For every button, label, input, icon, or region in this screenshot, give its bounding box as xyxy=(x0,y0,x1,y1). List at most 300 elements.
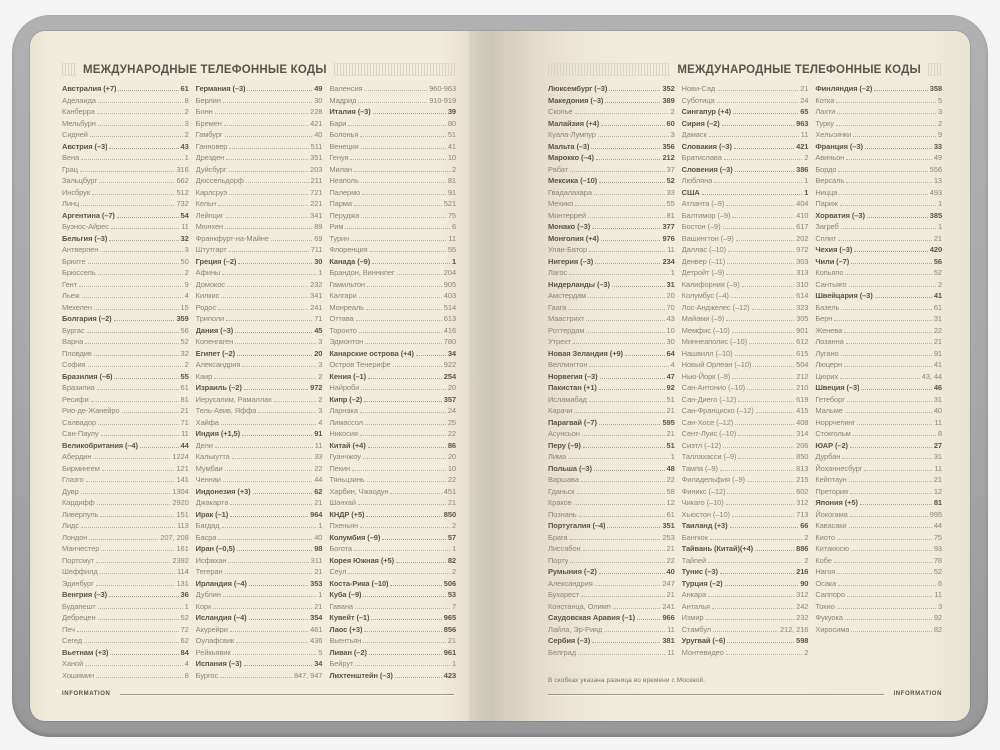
dot-leader xyxy=(117,217,179,218)
dot-leader xyxy=(849,527,932,528)
dot-leader xyxy=(109,148,178,149)
entry-label: Мельбурн xyxy=(62,118,96,128)
entry-label: Варна xyxy=(62,337,84,346)
entry-label: Ресифи xyxy=(62,394,89,404)
city-row xyxy=(682,199,809,211)
entry-label: Краков xyxy=(548,498,572,507)
dot-leader xyxy=(726,320,794,321)
entry-label: Печ xyxy=(62,624,75,634)
entry-label: Хельсинки xyxy=(815,130,852,139)
entry-code: 2 xyxy=(451,164,457,174)
codes-columns xyxy=(62,84,456,682)
city-row xyxy=(682,510,809,522)
entry-code: 615 xyxy=(796,348,809,358)
dot-leader xyxy=(77,631,179,632)
dot-leader xyxy=(864,470,932,471)
city-row xyxy=(548,429,675,441)
entry-label: Париж xyxy=(815,199,838,208)
dot-leader xyxy=(229,194,308,195)
entry-code: 9 xyxy=(184,279,189,289)
entry-label: Лаос (+3) xyxy=(329,624,363,634)
entry-code: 75 xyxy=(447,210,457,220)
city-row xyxy=(62,429,189,441)
entry-code: 151 xyxy=(176,509,189,519)
dot-leader xyxy=(840,378,920,379)
page-right xyxy=(508,31,970,721)
entry-code: 377 xyxy=(662,222,675,231)
city-row xyxy=(196,222,323,234)
city-row xyxy=(329,153,456,165)
dot-leader xyxy=(94,355,179,356)
city-row xyxy=(329,176,456,188)
entry-label: Парагвай (–7) xyxy=(548,417,597,427)
entry-label: Дуйсбург xyxy=(195,164,227,174)
entry-code: 52 xyxy=(933,567,943,576)
entry-code: 341 xyxy=(310,210,323,220)
city-row xyxy=(548,590,675,602)
entry-label: Румыния (–2) xyxy=(548,567,597,576)
entry-code: 21 xyxy=(666,590,675,599)
city-row xyxy=(682,303,809,315)
entry-label: Кувейт (–1) xyxy=(329,613,370,622)
dot-leader xyxy=(839,194,928,195)
city-row xyxy=(62,521,189,533)
entry-label: Берн xyxy=(815,314,833,323)
entry-label: Перуджа xyxy=(329,210,360,220)
dot-leader xyxy=(96,585,175,586)
city-row xyxy=(815,222,942,234)
entry-code: 33 xyxy=(933,141,943,151)
city-row xyxy=(329,245,456,257)
dot-leader xyxy=(570,562,664,563)
dot-leader xyxy=(235,332,312,333)
entry-code: 22 xyxy=(666,475,675,484)
city-row xyxy=(329,188,456,200)
entry-label: Сербия (–3) xyxy=(548,636,591,645)
entry-code: 48 xyxy=(666,463,675,473)
entry-label: Бремен xyxy=(195,118,222,128)
city-row xyxy=(196,441,323,453)
entry-label: Котка xyxy=(815,95,835,105)
entry-label: Китай (+4) xyxy=(329,440,366,450)
dot-leader xyxy=(725,585,799,586)
entry-code: 247 xyxy=(662,578,675,588)
entry-code: 389 xyxy=(662,95,675,105)
country-row xyxy=(62,314,189,326)
entry-label: Норвегия (–3) xyxy=(548,371,598,381)
entry-label: Парма xyxy=(329,199,352,208)
city-row xyxy=(815,533,942,545)
dot-leader xyxy=(583,447,665,448)
entry-label: Сан-Антонио (–10) xyxy=(681,383,746,392)
dot-leader xyxy=(601,125,664,126)
dot-leader xyxy=(358,504,446,505)
entry-label: Корея Южная (+5) xyxy=(329,555,394,565)
dot-leader xyxy=(637,619,660,620)
entry-code: 21 xyxy=(933,233,943,243)
dot-leader xyxy=(274,401,316,402)
city-row xyxy=(62,406,189,418)
open-spread xyxy=(30,31,970,721)
dot-leader xyxy=(731,297,794,298)
entry-label: Дувр xyxy=(62,486,79,496)
city-row xyxy=(62,130,189,142)
entry-label: Бостон (–9) xyxy=(681,222,721,231)
dot-leader xyxy=(841,355,932,356)
country-row xyxy=(329,257,456,269)
city-row xyxy=(329,487,456,499)
entry-label: Загреб xyxy=(815,222,839,231)
city-row xyxy=(329,659,456,671)
footer-label: INFORMATION xyxy=(893,691,942,697)
entry-label: Денвер (–11) xyxy=(681,256,726,266)
dot-leader xyxy=(841,309,932,310)
dot-leader xyxy=(368,378,442,379)
entry-code: 613 xyxy=(443,314,457,323)
entry-label: Палермо xyxy=(329,187,361,197)
entry-label: Амстердам xyxy=(548,291,587,300)
entry-label: Асунсьон xyxy=(548,429,580,438)
city-row xyxy=(548,498,675,510)
entry-label: Мюнхен xyxy=(195,222,224,231)
entry-code: 61 xyxy=(180,84,189,93)
entry-code: 232 xyxy=(796,613,809,622)
hatch-decoration xyxy=(928,63,942,76)
entry-label: Гвадалахара xyxy=(548,187,592,197)
entry-code: 408 xyxy=(796,417,809,427)
dot-leader xyxy=(365,343,442,344)
dot-leader xyxy=(226,320,312,321)
entry-code: 207, 208 xyxy=(160,532,189,542)
entry-label: Австрия (–3) xyxy=(62,141,108,151)
entry-label: Греция (–2) xyxy=(195,256,237,266)
dot-leader xyxy=(230,516,308,517)
entry-code: 49 xyxy=(933,153,943,162)
entry-code: 62 xyxy=(314,486,323,496)
entry-label: Брюссель xyxy=(62,268,96,277)
city-row xyxy=(196,199,323,211)
city-row xyxy=(815,544,942,556)
entry-label: Дания (–3) xyxy=(195,325,234,335)
entry-label: Линц xyxy=(62,199,80,208)
dot-leader xyxy=(575,205,664,206)
entry-code: 66 xyxy=(800,521,809,530)
entry-label: Мальме xyxy=(815,406,843,415)
city-row xyxy=(329,475,456,487)
entry-label: Мумбаи xyxy=(195,463,223,473)
entry-code: 963 xyxy=(796,118,809,128)
dot-leader xyxy=(98,424,178,425)
dot-leader xyxy=(838,240,932,241)
entry-label: Кавасаки xyxy=(815,521,847,530)
entry-label: Иран (–0,5) xyxy=(195,544,235,553)
entry-code: 20 xyxy=(447,452,457,461)
entry-code: 11 xyxy=(934,417,943,427)
entry-code: 70 xyxy=(666,302,675,312)
dot-leader xyxy=(364,90,427,91)
city-row xyxy=(62,337,189,349)
dot-leader xyxy=(229,251,309,252)
city-row xyxy=(62,107,189,119)
dot-leader xyxy=(712,608,794,609)
city-row xyxy=(196,498,323,510)
dot-leader xyxy=(735,355,795,356)
entry-code: 10 xyxy=(447,463,457,473)
entry-code: 10 xyxy=(666,325,675,335)
entry-label: Ницца xyxy=(815,187,838,197)
entry-label: Колумбия (–9) xyxy=(329,532,381,542)
dot-leader xyxy=(586,320,664,321)
dot-leader xyxy=(373,113,446,114)
city-row xyxy=(682,280,809,292)
dot-leader xyxy=(363,458,446,459)
city-row xyxy=(682,291,809,303)
country-row xyxy=(329,625,456,637)
entry-code: 12 xyxy=(666,498,675,507)
entry-code: 45 xyxy=(314,325,323,335)
entry-label: Ларнака xyxy=(329,406,358,415)
entry-label: Вена xyxy=(62,153,80,162)
entry-label: Карлсруэ xyxy=(195,187,228,197)
dot-leader xyxy=(110,654,178,655)
entry-code: 33 xyxy=(314,452,323,461)
city-row xyxy=(196,567,323,579)
page-title: МЕЖДУНАРОДНЫЕ ТЕЛЕФОННЫЕ КОДЫ xyxy=(677,63,921,76)
dot-leader xyxy=(366,516,441,517)
entry-label: Неаполь xyxy=(329,176,359,185)
dot-leader xyxy=(223,102,312,103)
entry-code: 780 xyxy=(443,337,457,346)
city-row xyxy=(329,383,456,395)
entry-code: 80 xyxy=(447,118,457,128)
entry-label: Стамбул xyxy=(681,624,712,634)
city-row xyxy=(682,441,809,453)
dot-leader xyxy=(592,228,660,229)
city-row xyxy=(62,291,189,303)
dot-leader xyxy=(345,228,450,229)
dot-leader xyxy=(861,389,931,390)
dot-leader xyxy=(362,194,446,195)
entry-code: 506 xyxy=(443,578,457,588)
dot-leader xyxy=(396,562,446,563)
country-row xyxy=(329,510,456,522)
entry-label: Тайпей xyxy=(681,555,707,565)
entry-label: Стокгольм xyxy=(815,429,851,438)
entry-label: Коста-Рика (–10) xyxy=(329,578,389,588)
entry-code: 351 xyxy=(310,153,323,162)
dot-leader xyxy=(214,378,316,379)
country-row xyxy=(329,349,456,361)
dot-leader xyxy=(600,378,665,379)
entry-code: 612 xyxy=(796,337,809,346)
dot-leader xyxy=(849,286,936,287)
country-row xyxy=(196,579,323,591)
entry-label: Инсбрук xyxy=(62,187,90,197)
city-row xyxy=(815,107,942,119)
entry-code: 91 xyxy=(933,348,943,358)
entry-code: 972 xyxy=(310,383,323,392)
entry-label: Венеция xyxy=(329,141,359,151)
country-row xyxy=(329,648,456,660)
dot-leader xyxy=(838,585,936,586)
city-row xyxy=(329,291,456,303)
dot-leader xyxy=(363,642,446,643)
entry-code: 995 xyxy=(929,509,943,519)
entry-code: 92 xyxy=(666,383,675,392)
entry-label: Нагоя xyxy=(815,567,836,576)
city-row xyxy=(329,303,456,315)
entry-label: Рим xyxy=(329,222,344,231)
entry-code: 1 xyxy=(937,199,943,208)
dot-leader xyxy=(850,447,932,448)
entry-label: Сан-Паулу xyxy=(62,429,99,438)
entry-code: 2 xyxy=(804,153,809,162)
entry-label: София xyxy=(62,360,86,369)
dot-leader xyxy=(369,654,442,655)
dot-leader xyxy=(359,297,442,298)
city-row xyxy=(548,556,675,568)
dot-leader xyxy=(382,539,446,540)
entry-code: 51 xyxy=(447,130,457,139)
dot-leader xyxy=(90,136,183,137)
city-row xyxy=(682,613,809,625)
dot-leader xyxy=(727,642,794,643)
entry-label: Найроби xyxy=(329,383,360,392)
entry-label: Ханой xyxy=(62,659,84,668)
dot-leader xyxy=(574,412,664,413)
dot-leader xyxy=(847,401,932,402)
city-row xyxy=(682,464,809,476)
entry-label: Гуанчжоу xyxy=(329,452,361,461)
entry-label: Куала-Лумпур xyxy=(548,130,596,139)
country-row xyxy=(548,234,675,246)
entry-label: Калькутта xyxy=(195,452,230,461)
entry-code: 81 xyxy=(666,210,675,220)
dot-leader xyxy=(834,562,932,563)
country-row xyxy=(329,556,456,568)
entry-code: 965 xyxy=(443,613,457,622)
entry-label: Никосия xyxy=(329,429,358,438)
entry-code: 242 xyxy=(796,601,809,611)
city-row xyxy=(682,211,809,223)
entry-code: 2 xyxy=(804,647,809,657)
entry-label: Гамбург xyxy=(195,130,223,139)
entry-code: 113 xyxy=(177,521,189,530)
entry-code: 69 xyxy=(314,233,323,243)
dot-leader xyxy=(722,125,794,126)
entry-code: 403 xyxy=(443,291,457,300)
city-row xyxy=(329,602,456,614)
dot-leader xyxy=(607,527,660,528)
dot-leader xyxy=(85,665,182,666)
entry-code: 53 xyxy=(447,590,457,599)
entry-code: 493 xyxy=(929,187,943,197)
city-row xyxy=(196,556,323,568)
entry-code: 228 xyxy=(310,107,323,116)
dot-leader xyxy=(365,424,446,425)
dot-leader xyxy=(588,217,665,218)
entry-label: Лос-Анджелес (–12) xyxy=(681,302,750,312)
entry-code: 732 xyxy=(176,199,189,208)
dot-leader xyxy=(732,332,794,333)
country-row xyxy=(196,510,323,522)
dot-leader xyxy=(599,182,664,183)
entry-code: 81 xyxy=(933,498,943,507)
entry-label: Йокогама xyxy=(815,509,848,519)
entry-label: Тунис (–3) xyxy=(681,567,718,576)
entry-code: 1 xyxy=(670,452,675,461)
entry-label: Рио-де-Жанейро xyxy=(62,406,120,415)
entry-label: Исландия (–4) xyxy=(195,613,247,622)
dot-leader xyxy=(582,435,665,436)
dot-leader xyxy=(717,90,798,91)
dot-leader xyxy=(225,228,312,229)
entry-label: Рейкьявик xyxy=(195,647,231,657)
entry-label: Эдинбург xyxy=(62,578,94,588)
country-row xyxy=(329,395,456,407)
entry-label: Сент-Луис (–10) xyxy=(681,429,737,438)
entry-code: 92 xyxy=(933,613,943,622)
city-row xyxy=(548,199,675,211)
entry-label: Лагос xyxy=(548,268,568,277)
country-row xyxy=(196,383,323,395)
country-row xyxy=(548,257,675,269)
entry-code: 11 xyxy=(667,624,675,634)
entry-code: 972 xyxy=(796,245,809,254)
entry-code: 32 xyxy=(180,233,189,243)
entry-code: 78 xyxy=(933,555,943,565)
dot-leader xyxy=(81,527,175,528)
entry-code: 813 xyxy=(796,463,809,473)
city-row xyxy=(329,96,456,108)
entry-label: Дебрецен xyxy=(62,613,96,622)
entry-label: Монтеррей xyxy=(548,210,586,220)
entry-label: Ливан (–2) xyxy=(329,647,367,657)
dot-leader xyxy=(727,263,794,264)
entry-code: 354 xyxy=(310,613,323,622)
city-row xyxy=(548,130,675,142)
dot-leader xyxy=(837,573,932,574)
entry-label: Антверпен xyxy=(62,245,99,254)
entry-label: Скопье xyxy=(548,107,573,116)
country-row xyxy=(329,372,456,384)
dot-leader xyxy=(350,159,445,160)
city-row xyxy=(682,625,809,637)
entry-code: 82 xyxy=(447,555,457,565)
city-row xyxy=(682,176,809,188)
dot-leader xyxy=(247,90,312,91)
entry-label: Тегеран xyxy=(195,567,223,576)
entry-code: 44 xyxy=(314,475,323,484)
entry-code: 341 xyxy=(310,291,323,300)
entry-code: 4 xyxy=(670,360,675,369)
entry-code: 614 xyxy=(796,291,809,300)
entry-code: 960-963 xyxy=(429,84,457,93)
dot-leader xyxy=(88,366,183,367)
dot-leader xyxy=(258,412,316,413)
entry-code: 30 xyxy=(666,337,675,346)
entry-label: Мехелен xyxy=(62,302,92,312)
city-row xyxy=(329,142,456,154)
entry-code: 61 xyxy=(180,383,189,392)
city-row xyxy=(548,406,675,418)
entry-code: 352 xyxy=(662,84,675,93)
dot-leader xyxy=(242,435,312,436)
entry-label: Уругвай (–6) xyxy=(681,636,726,645)
city-row xyxy=(815,176,942,188)
city-row xyxy=(548,625,675,637)
city-row xyxy=(548,544,675,556)
